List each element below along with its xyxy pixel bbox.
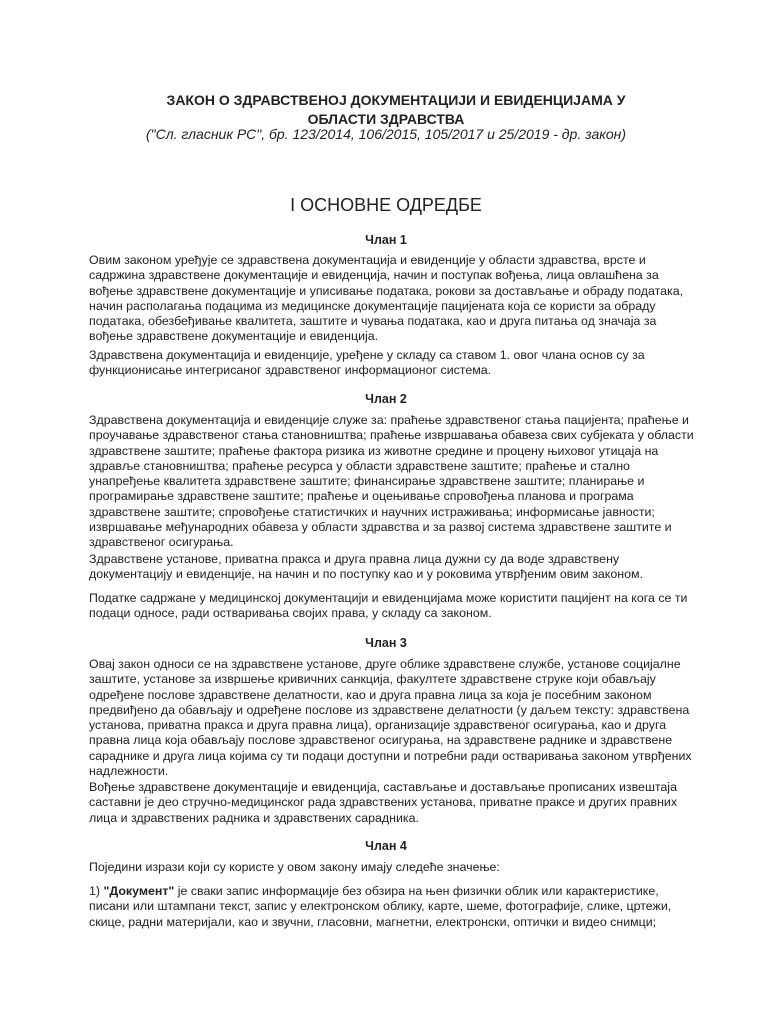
article-4-intro	[89, 860, 683, 875]
text-line: Овај закон односи се на здравствене установе, друге облике здравствене службе, установе социјалне	[89, 657, 681, 671]
law-title-line-1: ЗАКОН О ЗДРАВСТВЕНОЈ ДОКУМЕНТАЦИЈИ И ЕВИДЕНЦИЈАМА У	[166, 92, 626, 108]
text-line: унапређење квалитета здравствене заштите; финансирање здравствене заштите; планирање и	[89, 474, 645, 489]
article-3-paragraph-2	[89, 780, 683, 826]
article-1-paragraph-1	[89, 253, 683, 345]
text-line: вођење здравствене документације и уписивање података, рокови за достављање и обраду података,	[89, 283, 684, 298]
text-line: извршавање међународних обавеза у области здравства и за развој система здравствене заштите и	[89, 520, 672, 535]
article-2-paragraph-3	[89, 591, 688, 622]
text-line: програмирање здравствене заштите; праћење и оцењивање спровођења планова и програма	[89, 489, 634, 504]
text-line: сараднике и друга лица којима су ти подаци доступни и потребни ради остваривања законом утврђених	[89, 748, 692, 763]
text-line: вођење здравствене документације и евиденција.	[89, 329, 379, 344]
text-line: лица и здравствених радника и здравствених сарадника.	[89, 810, 419, 825]
text-line: подаци односе, ради остваривања својих права, у складу са законом.	[89, 606, 492, 621]
text-line: установа, приватна пракса и друга правна лица), организације здравственог осигурања, као и друга	[89, 718, 667, 733]
article-3-heading: Члан 3	[365, 636, 407, 650]
text-line: документацију и евиденције, на начин и по поступку као и у роковима утврђеним овим законом.	[89, 567, 643, 582]
article-2-heading: Члан 2	[365, 392, 407, 406]
text-line: Здравствене установе, приватна пракса и друга правна лица дужни су да воде здравствену	[89, 552, 620, 566]
text-line: заштите, установе за извршење кривичних санкција, факултете здравствене струке који обављају	[89, 672, 656, 687]
article-1-paragraph-2	[89, 348, 683, 379]
text-line: Вођење здравствене документације и евиденција, састављање и достављање прописаних извештаја	[89, 780, 677, 794]
law-title	[89, 91, 683, 129]
item-number: 1)	[89, 884, 104, 898]
text-line: проучавање здравственог стања становништва; праћење извршавања обавеза свих субјеката у области	[89, 428, 694, 443]
text-line: Поједини изрази који су користе у овом закону имају следеће значење:	[89, 860, 500, 874]
text-line: здравствене заштите; праћење фактора ризика из животне средине и процену њиховог утицаја на	[89, 443, 659, 458]
text-line: скице, радни материјали, као и звучни, гласовни, магнетни, електронски, оптички и видео снимци;	[89, 914, 657, 929]
article-3-paragraph-1	[89, 657, 692, 779]
text-line: функционисање интегрисаног здравственог информационог система.	[89, 363, 492, 378]
law-title-line-2: ОБЛАСТИ ЗДРАВСТВА	[307, 111, 465, 127]
gazette-citation: ("Сл. гласник РС", бр. 123/2014, 106/2015, 105/2017 и 25/2019 - др. закон)	[145, 126, 627, 142]
text-line: правна лица која обављају послове здравственог осигурања, на здравствене раднике и здравствене	[89, 733, 673, 748]
text-line: података, обезбеђивање квалитета, заштите и чувања података, као и друга питања од значаја за	[89, 314, 657, 329]
text-line: предвиђено да обављају и одређене послове из здравствене делатности (у даљем тексту: здравствена	[89, 702, 690, 717]
article-2-paragraph-1	[89, 413, 694, 551]
text-line: Овим законом уређује се здравствена документација и евиденције у области здравства, врсте и	[89, 253, 646, 267]
section-heading: I ОСНОВНЕ ОДРЕДБЕ	[290, 195, 482, 215]
text-line: одређене послове здравствене делатности, као и друга правна лица за која је посебним законом	[89, 687, 652, 702]
article-4-heading: Члан 4	[365, 839, 407, 853]
text-line: здравље становништва; праћење ресурса у области здравствене заштите; праћење и стално	[89, 458, 630, 473]
text-line: Податке садржане у медицинској документацији и евиденцијама може користити пацијент на кога се ти	[89, 591, 688, 605]
article-4-definition-1	[89, 884, 683, 930]
text-line	[89, 884, 683, 899]
text-line: Здравствена документација и евиденције служе за: праћење здравственог стања пацијента; праћење и	[89, 413, 689, 427]
article-1-heading: Члан 1	[365, 233, 407, 247]
definition-text: је сваки запис информације без обзира на њен физички облик или карактеристике,	[174, 884, 659, 898]
text-line: писани или штампани текст, запис у електронском облику, карте, шеме, фотографије, слике, цртежи,	[89, 899, 672, 914]
text-line: здравственог осигурања.	[89, 535, 234, 550]
text-line: саставни је део стручно-медицинског рада здравствених установа, приватне праксе и других правних	[89, 795, 678, 810]
text-line: здравствене заштите; спровођење статистичких и научних истраживања; информисање јавности;	[89, 504, 655, 519]
defined-term: "Документ"	[103, 884, 175, 898]
text-line: садржина здравствене документације и евиденција, начин и поступак вођења, лица овлашћена за	[89, 268, 659, 283]
text-line: надлежности.	[89, 764, 169, 779]
text-line: начин располагања подацима из медицинске документације пацијената која се користи за обраду	[89, 298, 656, 313]
article-2-paragraph-2	[89, 552, 683, 583]
text-line: Здравствена документација и евиденције, уређене у складу са ставом 1. овог члана основ су за	[89, 348, 645, 362]
